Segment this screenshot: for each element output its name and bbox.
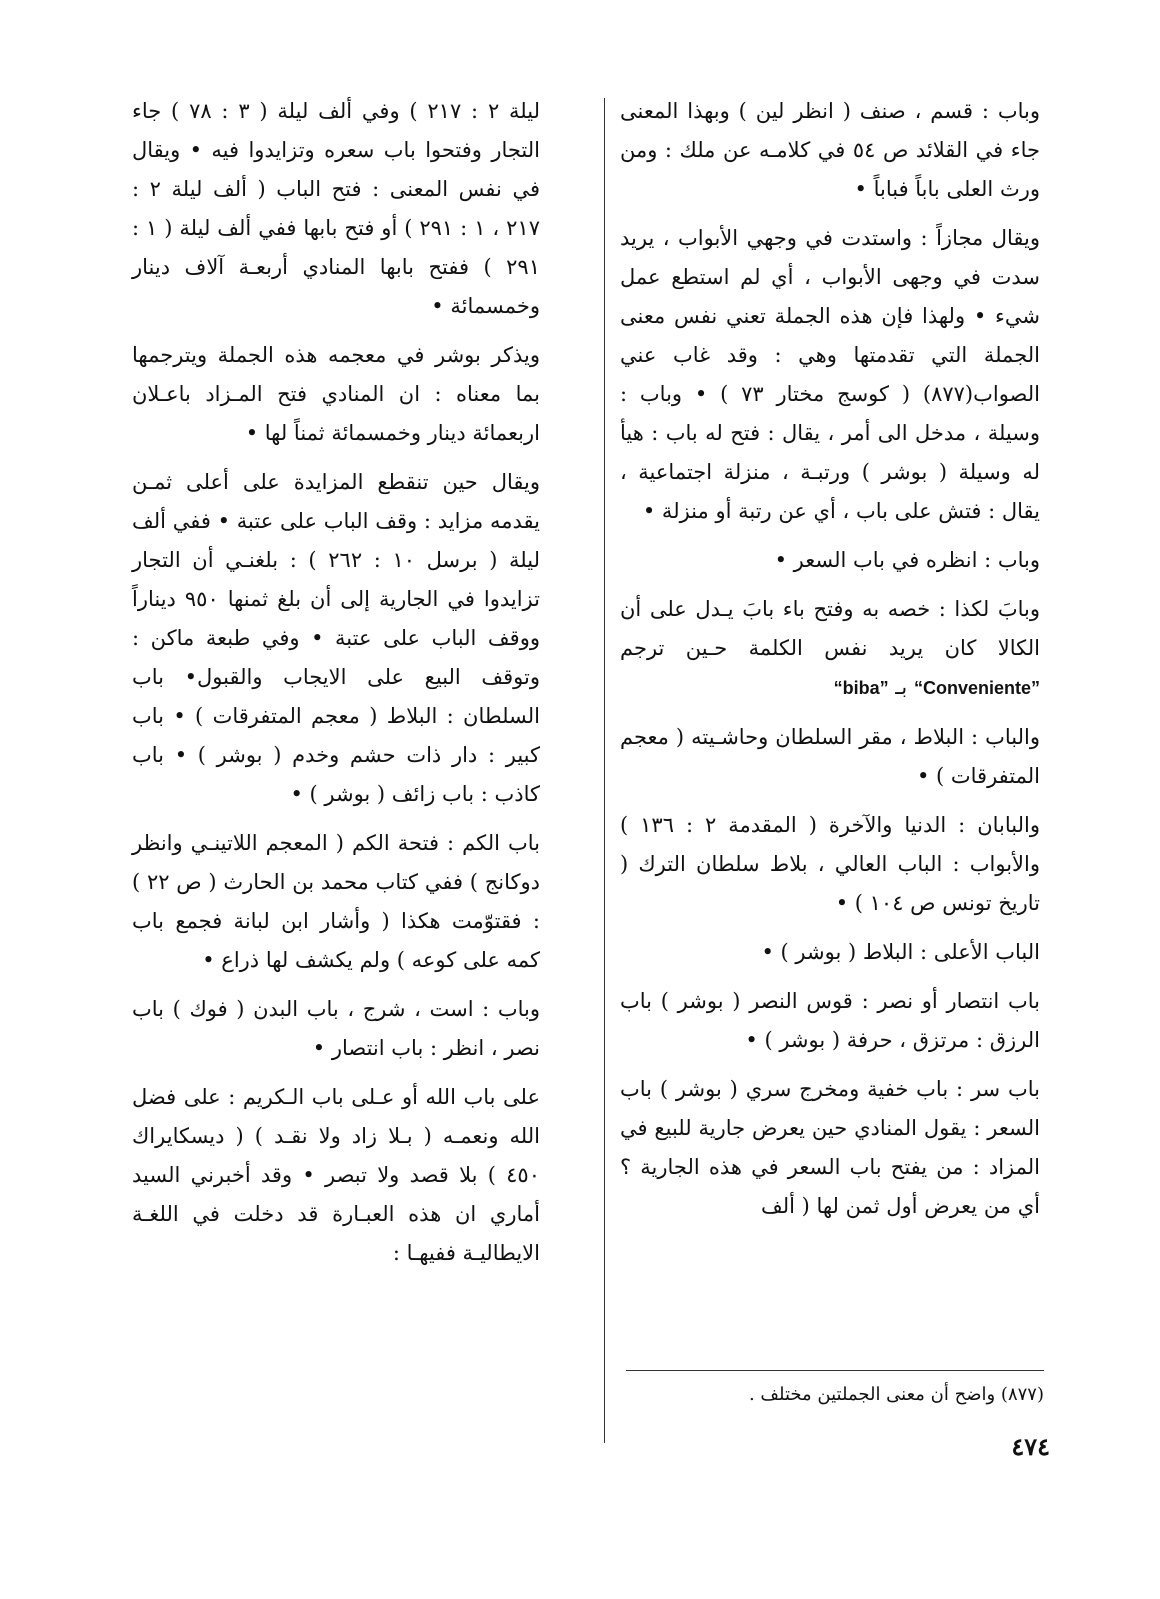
entry-paragraph: وباب : است ، شرج ، باب البدن ( فوك ) باب نصر ، انظر : باب انتصار •: [132, 997, 540, 1060]
column-divider: [604, 98, 605, 1443]
entry-text: وبابَ لكذا : خصه به وفتح باء بابَ يـدل على أن الكالا كان يريد نفس الكلمة حـين ترجم: [620, 597, 1040, 660]
paragraph-gap: [132, 453, 540, 463]
entry-paragraph: ويذكر بوشر في معجمه هذه الجملة ويترجمها بما معناه : ان المنادي فتح المـزاد باعـلان اربعمائة دينار وخمسمائة ثمناً لها •: [132, 343, 540, 445]
entry-paragraph: الباب الأعلى : البلاط ( بوشر ) •: [761, 940, 1040, 964]
latin-word: “Conveniente”: [913, 678, 1040, 698]
entry-paragraph: ويقال حين تنقطع المزايدة على أعلى ثمـن يقدمه مزايد : وقف الباب على عتبة • ففي ألف ليلة ( برسل ١٠ : ٢٦٢ ) : بلغنـي أن التجار تزايدوا في الجارية إلى أن بلغ ثمنها ٩٥٠ ديناراً ووقف الباب على عتبة • وفي طبعة ماكن : وتوقف البيع على الايجاب والقبول• باب السلطان : البلاط ( معجم المتفرقات ) • باب كبير : دار ذات حشم وخدم ( بوشر ) • باب كاذب : باب زائف ( بوشر ) •: [132, 470, 540, 806]
footnote-separator: [626, 1370, 1044, 1371]
entry-paragraph: على باب الله أو عـلى باب الـكريم : على فضل الله ونعمـه ( بـلا زاد ولا نقـد ) ( ديسكايراك ٤٥٠ ) بلا قصد ولا تبصر • وقد أخبرني السيد أماري ان هذه العبـارة قد دخلت في اللغـة الايطاليـة ففيهـا :: [132, 1085, 540, 1265]
paragraph-gap: [620, 708, 1040, 718]
entry-paragraph: والباب : البلاط ، مقر السلطان وحاشـيته ( معجم المتفرقات ) •: [620, 725, 1040, 788]
entry-paragraph: ويقال مجازاً : واستدت في وجهي الأبواب ، يريد سدت في وجهى الأبواب ، أي لم استطع عمل شيء • ولهذا فإن هذه الجملة تعني نفس معنى الجملة التي تقدمتها وهي : وقد غاب عني الصواب(٨٧٧) ( كوسج مختار ٧٣ ) • وباب : وسيلة ، مدخل الى أمر ، يقال : فتح له باب : هيأ له وسيلة ( بوشر ) ورتبـة ، منزلة اجتماعية ، يقال : فتش على باب ، أي عن رتبة أو منزلة •: [620, 226, 1040, 523]
paragraph-gap: [132, 1068, 540, 1078]
paragraph-gap: [620, 972, 1040, 982]
entry-paragraph: باب سر : باب خفية ومخرج سري ( بوشر ) باب السعر : يقول المنادي حين يعرض جارية للبيع في المزاد : من يفتح باب السعر في هذه الجارية ؟ أي من يعرض أول ثمن لها ( ألف: [620, 1077, 1040, 1218]
entry-paragraph: [620, 590, 1040, 708]
right-column: [620, 92, 1040, 1226]
paragraph-gap: [620, 209, 1040, 219]
entry-paragraph: باب الكم : فتحة الكم ( المعجم اللاتينـي وانظر دوكانج ) ففي كتاب محمد بن الحارث ( ص ٢٢ ) : فقتوّمت هكذا ( وأشار ابن لبانة فجمع باب كمه على كوعه ) ولم يكشف لها ذراع •: [132, 831, 540, 972]
paragraph-gap: [620, 1060, 1040, 1070]
latin-word: “biba”: [833, 678, 889, 698]
paragraph-gap: [132, 814, 540, 824]
paragraph-gap: [620, 580, 1040, 590]
footnote: (٨٧٧) واضح أن معنى الجملتين مختلف .: [748, 1384, 1044, 1405]
paragraph-gap: [132, 980, 540, 990]
entry-paragraph: والبابان : الدنيا والآخرة ( المقدمة ٢ : ١٣٦ ) والأبواب : الباب العالي ، بلاط سلطان الترك ( تاريخ تونس ص ١٠٤ ) •: [620, 813, 1040, 915]
entry-paragraph: وباب : قسم ، صنف ( انظر لين ) وبهذا المعنى جاء في القلائد ص ٥٤ في كلامـه عن ملك : ومن ورث العلى باباً فباباً •: [620, 99, 1041, 201]
entry-paragraph: وباب : انظره في باب السعر •: [774, 548, 1040, 572]
entry-text: بـ: [888, 675, 908, 699]
entry-paragraph: ليلة ٢ : ٢١٧ ) وفي ألف ليلة ( ٣ : ٧٨ ) جاء التجار وفتحوا باب سعره وتزايدوا فيه • ويقال في نفس المعنى : فتح الباب ( ألف ليلة ٢ : ٢١٧ ، ١ : ٢٩١ ) أو فتح بابها ففي ألف ليلة ( ١ : ٢٩١ ) ففتح بابها المنادي أربعـة آلاف دينار وخمسمائة •: [132, 99, 540, 318]
paragraph-gap: [132, 326, 540, 336]
paragraph-gap: [620, 923, 1040, 933]
left-column: [132, 92, 540, 1273]
page-number: ٤٧٤: [1011, 1432, 1050, 1461]
paragraph-gap: [620, 531, 1040, 541]
entry-paragraph: باب انتصار أو نصر : قوس النصر ( بوشر ) باب الرزق : مرتزق ، حرفة ( بوشر ) •: [620, 989, 1040, 1052]
paragraph-gap: [620, 796, 1040, 806]
